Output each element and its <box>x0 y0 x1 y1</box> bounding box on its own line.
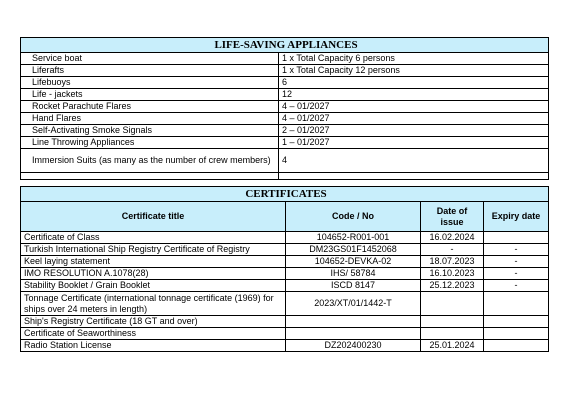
lsa-item-value: 4 <box>279 149 549 173</box>
lsa-item-value: 4 – 01/2027 <box>279 101 549 113</box>
lsa-item-value: 4 – 01/2027 <box>279 113 549 125</box>
table-row <box>21 244 549 256</box>
table-row <box>21 280 549 292</box>
cert-date: 16.02.2024 <box>421 232 484 244</box>
table-row <box>21 77 549 89</box>
cert-expiry: - <box>484 244 549 256</box>
spacer-row <box>21 173 549 180</box>
col-header-date-of-issue: Date of issue <box>421 202 484 232</box>
cert-code: 2023/XT/01/1442-T <box>286 292 421 316</box>
table-row <box>21 149 549 173</box>
table-row <box>21 125 549 137</box>
cert-code: ISCD 8147 <box>286 280 421 292</box>
cert-title: Ship's Registry Certificate (18 GT and over) <box>21 316 286 328</box>
table-row <box>21 268 549 280</box>
cert-date: 25.12.2023 <box>421 280 484 292</box>
cert-code: 104652-R001-001 <box>286 232 421 244</box>
life-saving-appliances-table <box>20 37 549 180</box>
lsa-item-name: Lifebuoys <box>21 77 279 89</box>
cert-expiry <box>484 232 549 244</box>
cert-expiry <box>484 316 549 328</box>
lsa-item-name: Self-Activating Smoke Signals <box>21 125 279 137</box>
cert-code <box>286 316 421 328</box>
table-row <box>21 292 549 316</box>
lsa-title: LIFE-SAVING APPLIANCES <box>21 38 549 53</box>
cert-date: 16.10.2023 <box>421 268 484 280</box>
cert-title: Radio Station License <box>21 340 286 352</box>
cert-date: - <box>421 244 484 256</box>
table-row <box>21 232 549 244</box>
lsa-item-value: 2 – 01/2027 <box>279 125 549 137</box>
cert-title: Keel laying statement <box>21 256 286 268</box>
lsa-item-name: Service boat <box>21 53 279 65</box>
lsa-item-name: Immersion Suits (as many as the number of crew members) <box>21 149 279 173</box>
lsa-item-name: Life - jackets <box>21 89 279 101</box>
table-row <box>21 316 549 328</box>
cert-expiry <box>484 292 549 316</box>
lsa-item-value: 6 <box>279 77 549 89</box>
certs-title: CERTIFICATES <box>21 187 549 202</box>
table-row <box>21 256 549 268</box>
cert-date <box>421 316 484 328</box>
cert-expiry: - <box>484 280 549 292</box>
certificates-table <box>20 186 549 352</box>
cert-code: DZ202400230 <box>286 340 421 352</box>
col-header-certificate-title: Certificate title <box>21 202 286 232</box>
cert-expiry <box>484 328 549 340</box>
lsa-item-value: 1 x Total Capacity 6 persons <box>279 53 549 65</box>
cert-title: Stability Booklet / Grain Booklet <box>21 280 286 292</box>
lsa-item-value: 12 <box>279 89 549 101</box>
cert-title: Certificate of Class <box>21 232 286 244</box>
cert-title: Turkish International Ship Registry Certificate of Registry <box>21 244 286 256</box>
table-row <box>21 65 549 77</box>
table-row <box>21 53 549 65</box>
cert-title: Tonnage Certificate (international tonnage certificate (1969) for ships over 24 meters in length) <box>21 292 286 316</box>
cert-code <box>286 328 421 340</box>
cert-date <box>421 328 484 340</box>
lsa-item-name: Liferafts <box>21 65 279 77</box>
cert-date: 18.07.2023 <box>421 256 484 268</box>
lsa-item-name: Rocket Parachute Flares <box>21 101 279 113</box>
table-row <box>21 137 549 149</box>
cert-date <box>421 292 484 316</box>
lsa-item-name: Line Throwing Appliances <box>21 137 279 149</box>
cert-code: IHS/ 58784 <box>286 268 421 280</box>
cert-expiry: - <box>484 256 549 268</box>
table-row <box>21 101 549 113</box>
col-header-code: Code / No <box>286 202 421 232</box>
table-row <box>21 113 549 125</box>
lsa-item-name: Hand Flares <box>21 113 279 125</box>
cert-code: DM23GS01F1452068 <box>286 244 421 256</box>
cert-title: IMO RESOLUTION A.1078(28) <box>21 268 286 280</box>
lsa-item-value: 1 – 01/2027 <box>279 137 549 149</box>
table-row <box>21 340 549 352</box>
cert-expiry: - <box>484 268 549 280</box>
lsa-item-value: 1 x Total Capacity 12 persons <box>279 65 549 77</box>
cert-date: 25.01.2024 <box>421 340 484 352</box>
cert-title: Certificate of Seaworthiness <box>21 328 286 340</box>
cert-code: 104652-DEVKA-02 <box>286 256 421 268</box>
cert-expiry <box>484 340 549 352</box>
table-row <box>21 89 549 101</box>
table-row <box>21 328 549 340</box>
col-header-expiry-date: Expiry date <box>484 202 549 232</box>
